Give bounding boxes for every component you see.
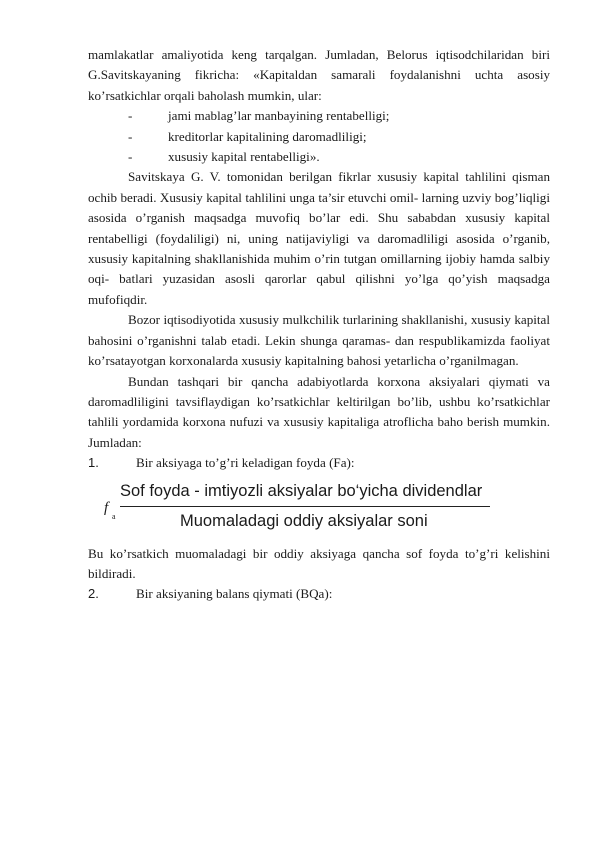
list-marker: - bbox=[128, 128, 133, 144]
list-item-text: xususiy kapital rentabelligi». bbox=[168, 149, 320, 165]
paragraph-market-economy: Bozor iqtisodiyotida xususiy mulkchilik turlarining shakllanishi, xususiy kapital bahosini o’rganishni talab etadi. Lekin shunga qaramas- dan respublikamizda faoliyat ko’rsatayotgan korxonalarda xususiy kapitalning bahosi yetarlicha o’rganilmagan. bbox=[88, 312, 550, 369]
list-marker: - bbox=[128, 149, 133, 165]
paragraph-explanation: Bu ko’rsatkich muomaladagi bir oddiy aksiyaga qancha sof foyda to’g’ri kelishini bildiradi. bbox=[88, 545, 550, 581]
fraction-bar bbox=[120, 506, 490, 507]
item-text: Bir aksiyaga to’g’ri keladigan foyda (Fa): bbox=[136, 455, 355, 471]
formula-denominator: Muomaladagi oddiy aksiyalar soni bbox=[180, 511, 428, 530]
formula-symbol: f bbox=[104, 499, 109, 516]
document-page bbox=[88, 45, 550, 605]
item-text: Bir aksiyaning balans qiymati (BQa): bbox=[136, 586, 333, 602]
item-number: 2. bbox=[88, 586, 99, 602]
item-number: 1. bbox=[88, 455, 99, 471]
list-item bbox=[88, 127, 550, 147]
list-item-text: kreditorlar kapitalining daromadliligi; bbox=[168, 128, 367, 144]
list-item bbox=[88, 106, 550, 126]
formula-earnings-per-share bbox=[88, 482, 550, 540]
numbered-item-1 bbox=[88, 453, 550, 473]
formula-subscript: a bbox=[112, 511, 116, 521]
numbered-item-2 bbox=[88, 584, 550, 604]
list-marker: - bbox=[128, 108, 133, 124]
paragraph-intro: mamlakatlar amaliyotida keng tarqalgan. Jumladan, Belorus iqtisodchilaridan biri G.Savitskayaning fikricha: «Kapitaldan samarali foydalanishni uchta asosiy ko’rsatkichlar orqali baholash mumkin, ular: bbox=[88, 47, 550, 103]
list-item-text: jami mablag’lar manbayining rentabelligi; bbox=[168, 108, 390, 124]
formula-numerator: Sof foyda - imtiyozli aksiyalar bo‘yicha dividendlar bbox=[120, 481, 483, 500]
paragraph-literature: Bundan tashqari bir qancha adabiyotlarda korxona aksiyalari qiymati va daromadliligini tavsiflaydigan ko’rsatkichlar keltirilgan bo’lib, ushbu ko’rsatkichlar tahlili yordamida korxona nufuzi va xususiy kapitaliga atroflicha baho berish mumkin. Jumladan: bbox=[88, 373, 550, 450]
paragraph-savitskaya: Savitskaya G. V. tomonidan berilgan fikrlar xususiy kapital tahlilini qisman ochib beradi. Xususiy kapital tahlilini unga ta’sir etuvchi omil- larning uzviy bog’liqligi asosida o’rganish maqsadga muvofiq bo’lar edi. Shu sababdan xususiy kapital rentabelligi (foydaliligi) ni, uning natijaviyligi va daromadliligi asosida o’rganib, xususiy kapitalning shakllanishida muhim o’rin tutgan omillarning ijobiy hamda salbiy oqi- batlari yuzasidan asosli qarorlar qabul qilishni yo’lga qo’yish maqsadga mufofiqdir. bbox=[88, 169, 550, 307]
list-item bbox=[88, 147, 550, 167]
